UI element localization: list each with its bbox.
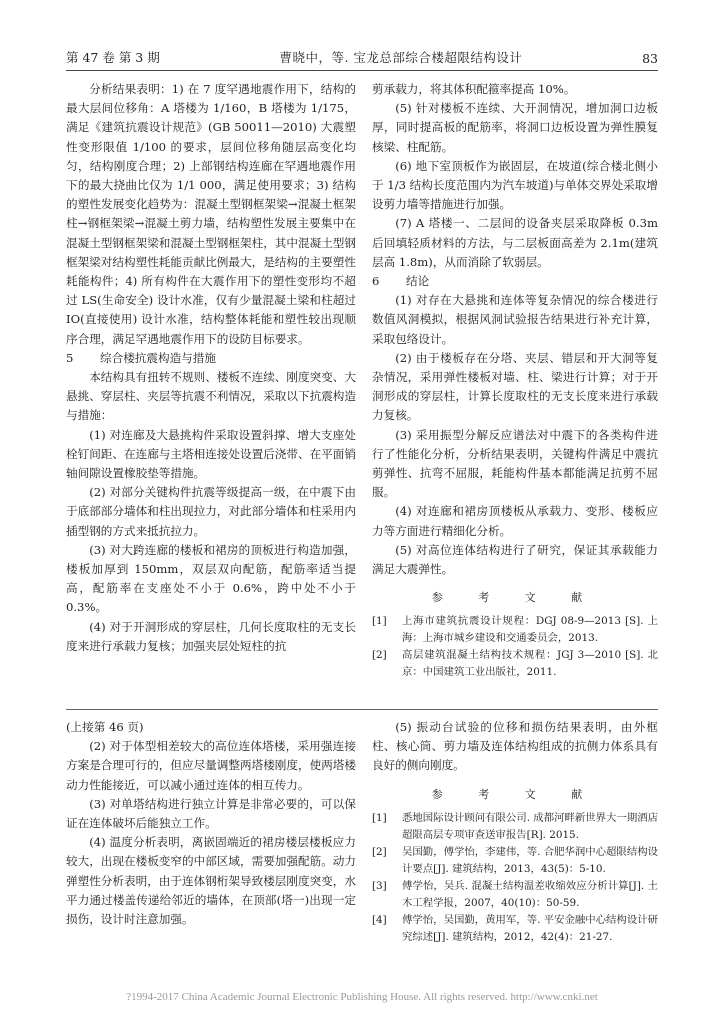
continued-from-note: (上接第 46 页) [66, 720, 144, 734]
reference-item [372, 878, 658, 912]
measure-continuation: 剪承载力，将其体积配箍率提高 10%。 [372, 82, 576, 96]
measure-paragraph: (1) 对连廊及大悬挑构件采取设置斜撑、增大支座处栓钉间距、在连廊与主塔相连接处设置后浇带、在平面销轴间隙设置橡胶垫等措施。 [66, 427, 356, 481]
measure-paragraph: (5) 针对楼板不连续、大开洞情况，增加洞口边板厚，同时提高板的配筋率，将洞口边板设置为弹性膜复核梁、柱配筋。 [372, 101, 658, 154]
references-heading: 参 考 文 献 [431, 591, 599, 605]
conclusion-paragraph: (3) 对单塔结构进行独立计算是非常必要的，可以保证在连体破坏后能独立工作。 [66, 796, 356, 831]
conclusion-paragraph: (4) 温度分析表明，离嵌固端近的裙房楼层楼板应力较大，出现在楼板变窄的中部区域，需要加强配筋。动力弹塑性分析表明，由于连体钢桁架导致楼层刚度突变，水平力通过楼盖传递给邻近的墙体，在顶部(塔一)出现一定损伤，设计时注意加强。 [66, 835, 356, 927]
reference-text: 傅学怡，吴国勤，黄用军，等. 平安金融中心结构设计研究综述[J]. 建筑结构，2012，42(4)：21-27. [402, 913, 658, 943]
article-running-title: 曹晓中，等. 宝龙总部综合楼超限结构设计 [279, 50, 523, 65]
running-header [66, 44, 658, 71]
reference-number: [1] [372, 811, 387, 824]
upper-right-column [372, 80, 658, 681]
section-6-heading [372, 272, 658, 291]
reference-text: 上海市建筑抗震设计规程：DGJ 08-9—2013 [S]. 上海：上海市城乡建设和交通委员会，2013. [402, 615, 658, 645]
page-number: 83 [642, 51, 658, 66]
section-5-heading [66, 349, 356, 368]
conclusion-paragraph: (5) 对高位连体结构进行了研究，保证其承载能力满足大震弹性。 [372, 542, 658, 577]
measure-paragraph: (2) 对部分关键构件抗震等级提高一级，在中震下由于底部部分墙体和柱出现拉力，对此部分墙体和柱采用内插型钢的方式来抵抗拉力。 [66, 485, 356, 538]
conclusion-paragraph: (5) 振动台试验的位移和损伤结果表明，由外框柱、核心筒、剪力墙及连体结构组成的抗侧力体系具有良好的侧向刚度。 [372, 720, 658, 773]
references-heading: 参 考 文 献 [431, 787, 599, 801]
journal-volume-issue: 第 47 卷 第 3 期 [66, 50, 160, 65]
measure-paragraph: (6) 地下室顶板作为嵌固层，在坡道(综合楼北侧小于 1/3 结构长度范围内为汽车坡道)与单体交界处采取增设剪力墙等措施进行加强。 [372, 158, 658, 212]
reference-item [372, 810, 658, 844]
reference-number: [2] [372, 845, 387, 858]
section-number: 6 [372, 274, 380, 289]
reference-text: 悉地国际设计顾问有限公司. 成都河畔新世界大一期酒店超限高层专项审查送审报告[R]. 2015. [402, 811, 658, 841]
section-title: 结论 [406, 274, 430, 289]
reference-number: [1] [372, 615, 387, 628]
reference-text: 傅学怡，吴兵. 混凝土结构温差收缩效应分析计算[J]. 土木工程学报，2007，40(10)：50-59. [402, 879, 658, 909]
measure-paragraph: (7) A 塔楼一、二层间的设备夹层采取降板 0.3m 后回填轻质材料的方法，与二层板面高差为 2.1m(建筑层高 1.8m)，从而消除了软弱层。 [372, 216, 658, 269]
reference-item [372, 647, 658, 681]
conclusion-paragraph: (3) 采用振型分解反应谱法对中震下的各类构件进行了性能化分析，分析结果表明，关键构件满足中震抗剪弹性、抗弯不屈服，耗能构件基本都能满足抗剪不屈服。 [372, 427, 658, 500]
upper-left-column [66, 80, 356, 656]
reference-text: 吴国勤，傅学怡，李建伟，等. 合肥华润中心超限结构设计要点[J]. 建筑结构，2013，43(5)：5-10. [402, 845, 658, 875]
article-divider [66, 709, 658, 710]
conclusion-paragraph: (2) 对于体型相差较大的高位连体塔楼，采用强连接方案是合理可行的，但应尽量调整两塔楼刚度，使两塔楼动力性能接近，可以减小通过连体的相互传力。 [66, 739, 356, 792]
conclusion-paragraph: (1) 对存在大悬挑和连体等复杂情况的综合楼进行数值风洞模拟，根据风洞试验报告结果进行补充计算，采取包络设计。 [372, 293, 658, 346]
reference-item [372, 912, 658, 946]
conclusion-paragraph: (2) 由于楼板存在分塔、夹层、错层和开大洞等复杂情况，采用弹性楼板对墙、柱、梁进行计算；对于开洞形成的穿层柱，计算长度取柱的无支长度来进行承载力复核。 [372, 350, 658, 423]
measure-paragraph: (3) 对大跨连廊的楼板和裙房的顶板进行构造加强，楼板加厚到 150mm，双层双向配筋，配筋率适当提高，配筋率在支座处不小于 0.6%，跨中处不小于 0.3%。 [66, 542, 356, 615]
lower-left-column [66, 718, 356, 929]
reference-text: 高层建筑混凝土结构技术规程：JGJ 3—2010 [S]. 北京：中国建筑工业出版社，2011. [402, 649, 658, 679]
section-number: 5 [66, 350, 74, 365]
reference-number: [3] [372, 879, 387, 892]
section-title: 综合楼抗震构造与措施 [100, 350, 216, 365]
conclusion-paragraph: (4) 对连廊和裙房顶楼板从承载力、变形、楼板应力等方面进行精细化分析。 [372, 504, 658, 538]
reference-item [372, 613, 658, 647]
reference-number: [2] [372, 649, 387, 662]
measures-intro-paragraph: 本结构具有扭转不规则、楼板不连续、刚度突变、大悬挑、穿层柱、夹层等抗震不利情况，采取以下抗震构造与措施： [66, 370, 356, 423]
analysis-results-paragraph: 分析结果表明：1) 在 7 度罕遇地震作用下，结构的最大层间位移角：A 塔楼为 1/160，B 塔楼为 1/175，满足《建筑抗震设计规范》(GB 50011—2010) 大震塑性变形限值 1/100 的要求，层间位移角随层高变化均匀，结构刚度合理；2) 上部钢结构连廊在罕遇地震作用下的最大挠曲比仅为 1/1 000，满足使用要求；3) 结构的塑性发展变化趋势为：混凝土型钢框架梁→混凝土框架柱→钢框架梁→混凝土剪力墙，结构塑性发展主要集中在混凝土型钢框架梁和混凝土型钢框架柱，其中混凝土型钢框架梁对结构塑性耗能贡献比例最大，是结构的主要塑性耗能构件；4) 所有构件在大震作用下的塑性变形均不超过 LS(生命安全) 设计水准，仅有少量混凝土梁和柱超过 IO(直接使用) 设计水准，结构整体耗能和塑性较出现顺序合理，满足罕遇地震作用下的设防目标要求。 [66, 82, 356, 346]
lower-right-column [372, 718, 658, 946]
reference-number: [4] [372, 913, 387, 926]
measure-paragraph: (4) 对于开洞形成的穿层柱，几何长度取柱的无支长度来进行承载力复核；加强夹层处短柱的抗 [66, 619, 356, 653]
copyright-footer: ?1994-2017 China Academic Journal Electronic Publishing House. All rights reserved. http://www.cnki.net [126, 991, 598, 1003]
reference-item [372, 844, 658, 878]
